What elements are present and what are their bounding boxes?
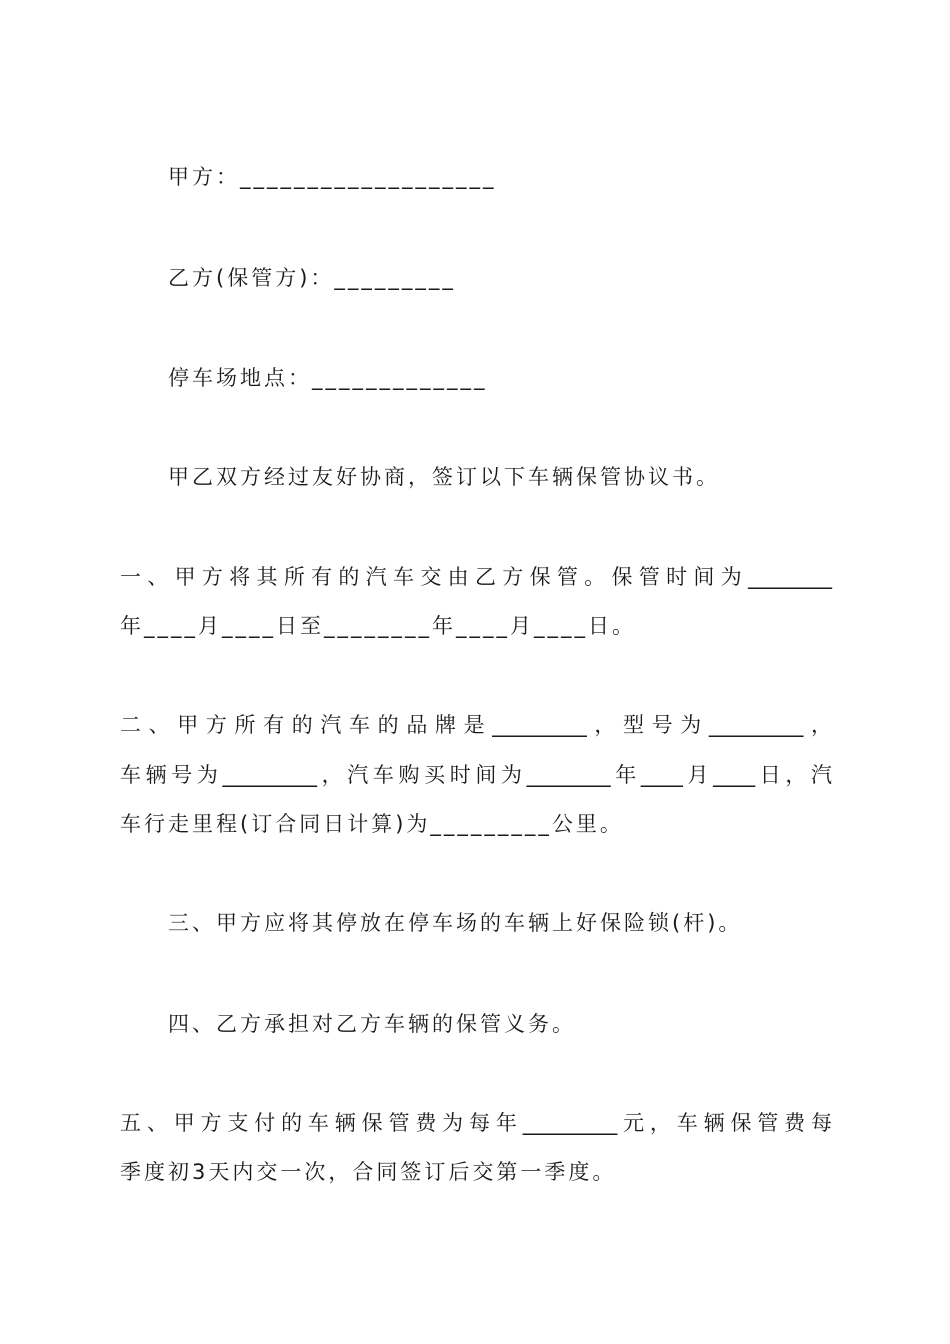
party-a-line: 甲方：___________________ [168, 165, 497, 189]
intro-paragraph: 甲乙双方经过友好协商，签订以下车辆保管协议书。 [168, 465, 720, 489]
party-b-line: 乙方(保管方)：_________ [168, 266, 456, 290]
clause-4-line-1: 四、乙方承担对乙方车辆的保管义务。 [168, 1012, 576, 1036]
clause-5-line-2: 季度初3天内交一次，合同签订后交第一季度。 [120, 1160, 617, 1184]
clause-1-line-2: 年____月____日至________年____月____日。 [120, 614, 636, 638]
parking-location-line: 停车场地点：_____________ [168, 366, 488, 390]
clause-2-line-3: 车行走里程(订合同日计算)为_________公里。 [120, 812, 624, 836]
clause-1-line-1: 一、甲方将其所有的汽车交由乙方保管。保管时间为________ [120, 565, 832, 589]
clause-5-line-1: 五、甲方支付的车辆保管费为每年_________元，车辆保管费每 [120, 1111, 832, 1135]
clause-3-line-1: 三、甲方应将其停放在停车场的车辆上好保险锁(杆)。 [168, 911, 743, 935]
clause-2-line-1: 二、甲方所有的汽车的品牌是_________，型号为_________， [120, 713, 832, 737]
clause-2-line-2: 车辆号为_________，汽车购买时间为________年____月____日，汽 [120, 763, 832, 787]
